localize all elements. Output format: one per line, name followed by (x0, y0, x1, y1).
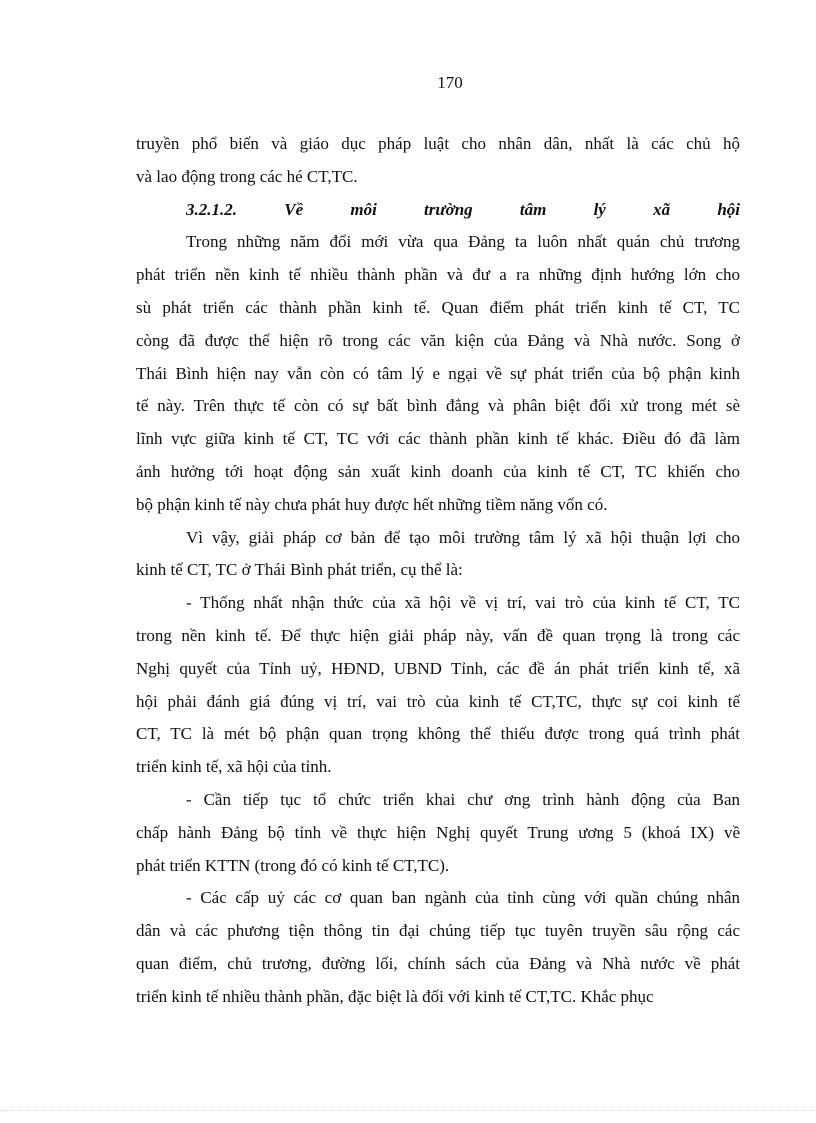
text-line: CT, TC là mét bộ phận quan trọng không thể thiếu được trong quá trình phát (136, 724, 740, 744)
text-line: Vì vậy, giải pháp cơ bản để tạo môi trường tâm lý xã hội thuận lợi cho (186, 527, 740, 547)
text-line: còng đã được thể hiện rõ trong các văn kiện của Đảng và Nhà nước. Song ở (136, 330, 740, 350)
text-line: dân và các phương tiện thông tin đại chúng tiếp tục tuyên truyền sâu rộng các (136, 921, 740, 941)
text-line: triển kinh tế, xã hội của tỉnh. (136, 757, 332, 777)
text-line: tế này. Trên thực tế còn có sự bất bình đẳng và phân biệt đối xử trong mét sè (136, 396, 740, 416)
page-number: 170 (437, 73, 463, 92)
text-line: lĩnh vực giữa kinh tế CT, TC với các thành phần kinh tế khác. Điều đó đã làm (136, 429, 740, 449)
text-line: - Cần tiếp tục tổ chức triển khai chư ơng trình hành động của Ban (186, 789, 740, 809)
text-line: hội phải đánh giá đúng vị trí, vai trò của kinh tế CT,TC, thực sự coi kinh tế (136, 691, 740, 711)
text-line: phát triển KTTN (trong đó có kinh tế CT,TC). (136, 855, 450, 875)
text-line: Trong những năm đổi mới vừa qua Đảng ta luôn nhất quán chủ trương (186, 232, 740, 252)
text-line: trong nền kinh tế. Để thực hiện giải pháp này, vấn đề quan trọng là trong các (136, 625, 740, 645)
text-line: ảnh hưởng tới hoạt động sản xuất kinh doanh của kinh tế CT, TC khiến cho (136, 461, 740, 481)
text-line: Thái Bình hiện nay vẫn còn có tâm lý e ngại về sự phát triển của bộ phận kinh (136, 363, 740, 383)
text-line: triển kinh tế nhiều thành phần, đặc biệt là đối với kinh tế CT,TC. Khắc phục (136, 986, 654, 1006)
text-line: chấp hành Đảng bộ tỉnh về thực hiện Nghị quyết Trung ương 5 (khoá IX) về (136, 822, 740, 842)
text-line: truyền phổ biến và giáo dục pháp luật cho nhân dân, nhất là các chủ hộ (136, 134, 740, 153)
text-line: kinh tế CT, TC ở Thái Bình phát triển, cụ thể là: (136, 560, 463, 580)
text-line: - Thống nhất nhận thức của xã hội về vị trí, vai trò của kinh tế CT, TC (186, 593, 740, 613)
text-line: sù phát triển các thành phần kinh tế. Quan điểm phát triển kinh tế CT, TC (136, 297, 740, 317)
text-line: phát triển nền kinh tế nhiều thành phần và đư a ra những định hướng lớn cho (136, 265, 740, 285)
page-bottom-divider (0, 1110, 816, 1111)
text-line: bộ phận kinh tế này chưa phát huy được hết những tiềm năng vốn có. (136, 494, 608, 514)
text-line: và lao động trong các hé CT,TC. (136, 166, 358, 186)
text-line: Nghị quyết của Tỉnh uỷ, HĐND, UBND Tỉnh, các đề án phát triển kinh tế, xã (136, 658, 740, 678)
text-line: - Các cấp uỷ các cơ quan ban ngành của tỉnh cùng với quần chúng nhân (186, 888, 740, 908)
section-heading: 3.2.1.2. Về môi trường tâm lý xã hội (186, 199, 740, 219)
body-text (136, 128, 740, 1014)
text-line: quan điểm, chủ trương, đường lối, chính sách của Đảng và Nhà nước về phát (136, 953, 740, 973)
